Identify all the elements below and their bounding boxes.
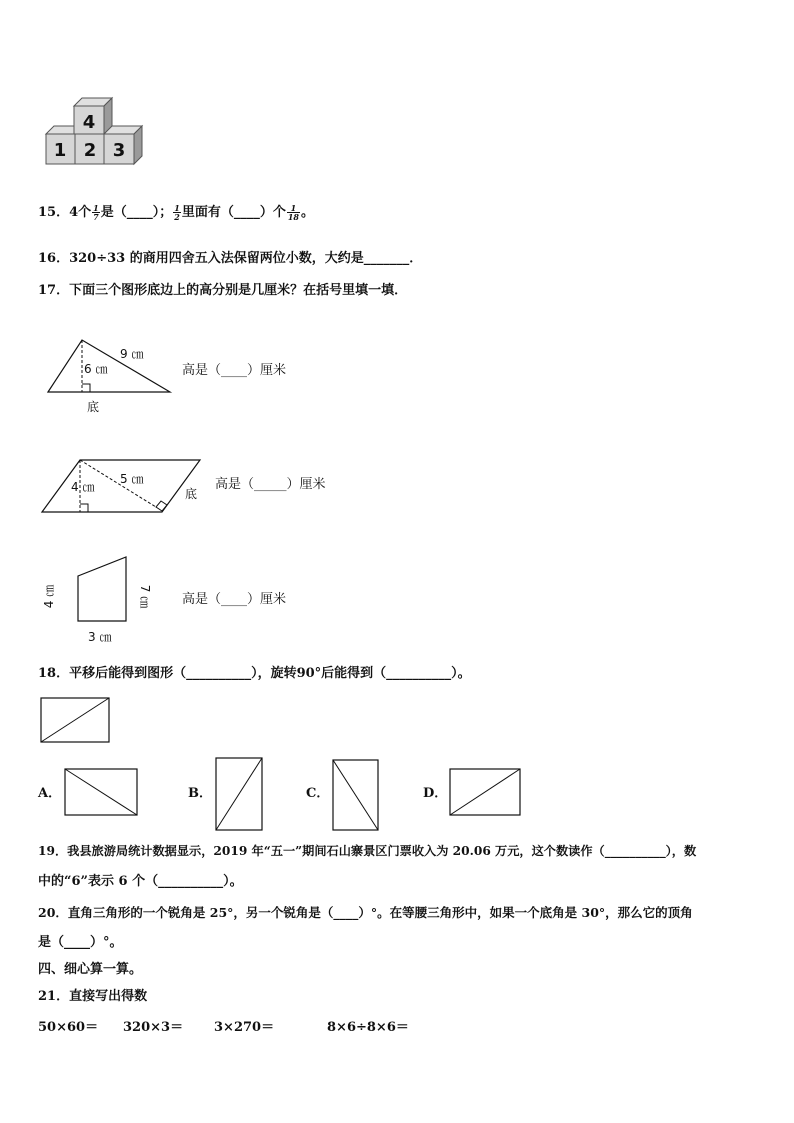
triangle-answer: 高是（____）厘米: [182, 363, 287, 378]
option-a-label: A．: [38, 786, 62, 801]
question-20-line-2: 是（____）°。: [38, 935, 123, 950]
triangle-height-label: 6 ㎝: [84, 362, 108, 376]
number-cubes-figure: [44, 96, 144, 166]
option-d-label: D．: [423, 786, 448, 801]
option-d-figure: [449, 768, 525, 818]
q15-part-c: 里面有（____）个: [181, 205, 286, 220]
triangle-slant-label: 9 ㎝: [120, 347, 144, 361]
cube-number-3: 3: [112, 140, 126, 161]
parallelogram-base-label: 底: [185, 487, 198, 501]
section-4-heading: 四、细心算一算。: [38, 962, 143, 977]
triangle-figure: [40, 330, 180, 420]
original-rectangle-figure: [40, 697, 112, 745]
trapezoid-left-label: 4 ㎝: [42, 584, 57, 609]
parallelogram-height-label: 4 ㎝: [71, 480, 95, 494]
trapezoid-answer: 高是（____）厘米: [182, 592, 287, 607]
q15-part-a: 15．4个: [38, 205, 92, 220]
q15-part-b: 是（____）；: [100, 205, 173, 220]
question-16: 16．320÷33 的商用四舍五入法保留两位小数，大约是_______．: [38, 251, 423, 266]
trapezoid-right-label: 7 ㎝: [138, 584, 153, 609]
option-b-figure: [215, 757, 265, 833]
question-21: 21．直接写出得数: [38, 989, 148, 1004]
q15-part-e: 。: [300, 205, 314, 220]
parallelogram-diag-label: 5 ㎝: [120, 472, 144, 486]
calc-item-1: 50×60＝: [38, 1020, 99, 1035]
question-17: 17．下面三个图形底边上的高分别是几厘米？在括号里填一填．: [38, 283, 408, 298]
option-c-figure: [332, 759, 382, 833]
parallelogram-answer: 高是（_____）厘米: [215, 477, 326, 492]
question-18: 18．平移后能得到图形（__________），旋转90°后能得到（__________）。: [38, 666, 471, 681]
fraction-1-7: $\frac{1}{7}$: [93, 203, 99, 222]
question-19-line-1: 19．我县旅游局统计数据显示，2019 年“五一”期间石山寨景区门票收入为 20.06 万元，这个数读作（__________），数: [38, 844, 697, 858]
calc-item-2: 320×3＝: [123, 1020, 184, 1035]
trapezoid-figure: [76, 555, 132, 625]
option-a-figure: [64, 768, 140, 818]
fraction-1-18: $\frac{1}{18}$: [287, 203, 299, 222]
fraction-1-2: $\frac{1}{2}$: [174, 203, 180, 222]
question-19-line-2: 中的“6”表示 6 个（__________）。: [38, 874, 243, 889]
triangle-base-label: 底: [87, 400, 100, 414]
question-20-line-1: 20．直角三角形的一个锐角是 25°，另一个锐角是（____）°。在等腰三角形中，如果一个底角是 30°，那么它的顶角: [38, 905, 693, 920]
calc-item-3: 3×270＝: [214, 1020, 275, 1035]
cube-number-2: 2: [83, 140, 97, 161]
cube-number-1: 1: [53, 140, 67, 161]
trapezoid-bottom-label: 3 ㎝: [88, 630, 112, 644]
cube-top-number: 4: [82, 112, 96, 133]
option-c-label: C．: [306, 786, 330, 801]
question-15: [38, 204, 314, 221]
calc-item-4: 8×6÷8×6＝: [327, 1020, 409, 1035]
parallelogram-figure: [38, 455, 208, 525]
option-b-label: B．: [188, 786, 212, 801]
